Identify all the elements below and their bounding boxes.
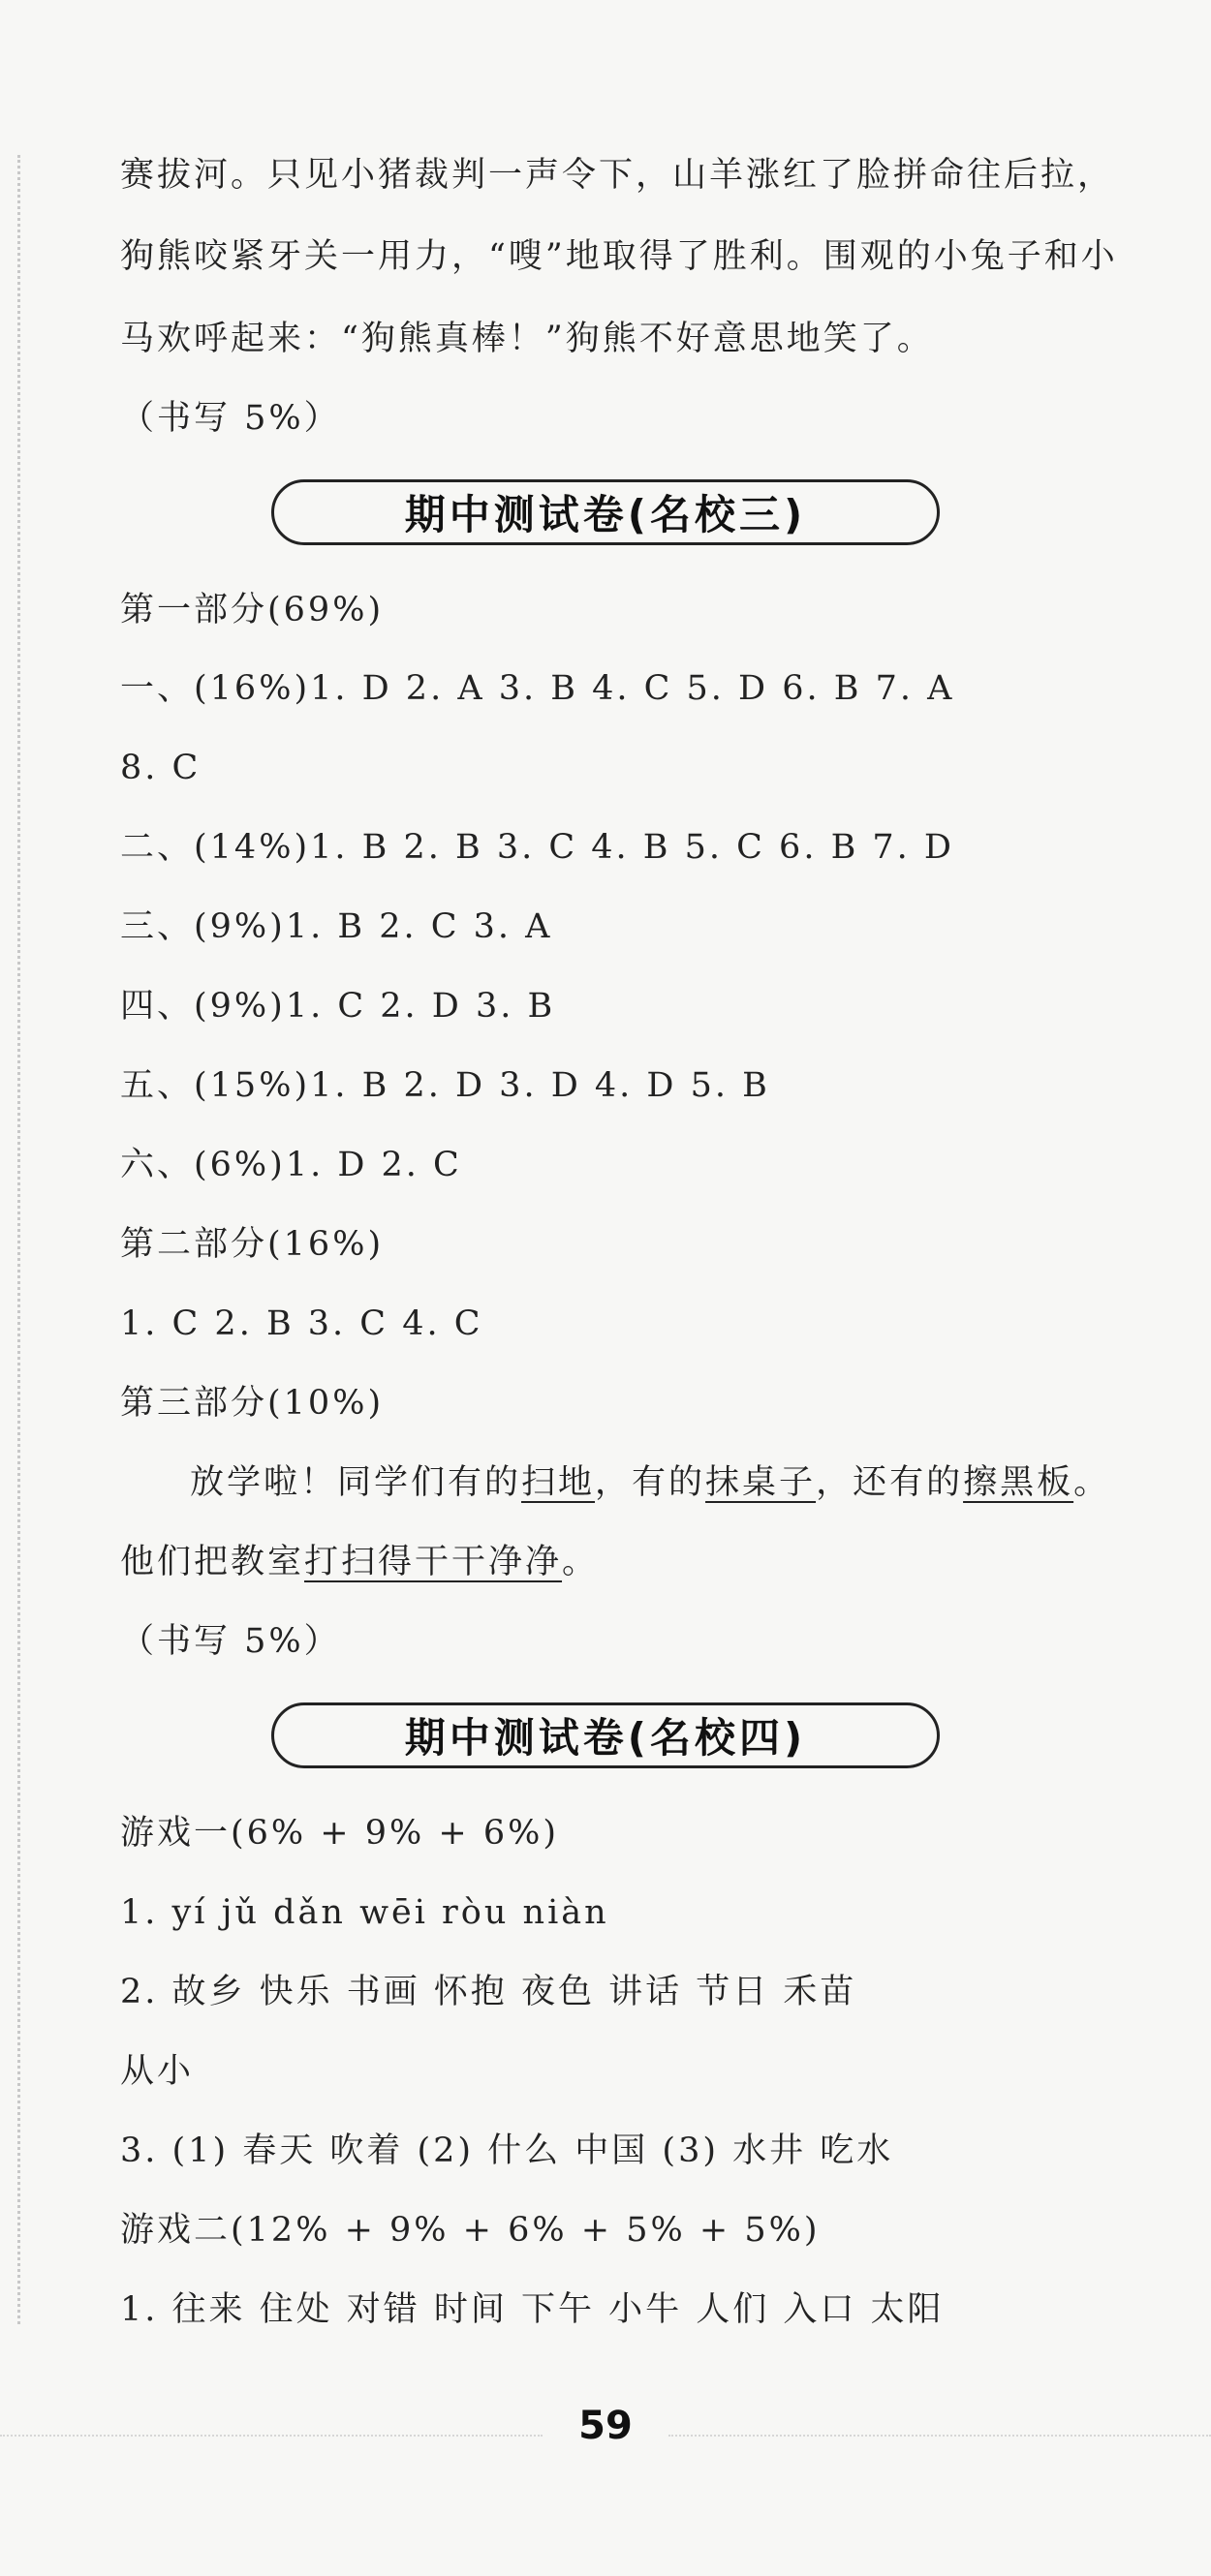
game-one-words: 2. 故乡 快乐 书画 怀抱 夜色 讲话 节日 禾苗 (120, 1973, 857, 2011)
game-one-words-cont: 从小 (120, 2052, 195, 2091)
essay-line-3: 马欢呼起来：“狗熊真棒！”狗熊不好意思地笑了。 (120, 320, 934, 358)
game-one-heading: 游戏一(6% + 9% + 6%) (120, 1814, 560, 1853)
answers-section-3: 三、(9%)1. B 2. C 3. A (120, 907, 553, 946)
underlined-answer: 抹桌子 (705, 1463, 817, 1502)
sentence-text: 放学啦！同学们有的 (190, 1463, 522, 1502)
game-one-pinyin: 1. yí jǔ dǎn wēi ròu niàn (120, 1893, 609, 1932)
section-banner-midterm-3: 期中测试卷(名校三) (271, 479, 940, 545)
sentence-text: 他们把教室 (120, 1543, 305, 1581)
answers-section-6: 六、(6%)1. D 2. C (120, 1146, 462, 1184)
underlined-answer: 擦黑板 (963, 1463, 1074, 1502)
sentence-text: ，还有的 (816, 1463, 964, 1502)
game-two-words: 1. 往来 住处 对错 时间 下午 小牛 人们 入口 太阳 (120, 2290, 945, 2329)
section-banner-midterm-4: 期中测试卷(名校四) (271, 1702, 940, 1768)
part-three-heading: 第三部分(10%) (120, 1384, 385, 1423)
sentence-text: ，有的 (595, 1463, 706, 1502)
part-one-heading: 第一部分(69%) (120, 591, 385, 629)
underlined-answer: 扫地 (521, 1463, 596, 1502)
handwriting-score: （书写 5%） (120, 399, 341, 438)
handwriting-score-2: （书写 5%） (120, 1622, 341, 1661)
game-two-heading: 游戏二(12% + 9% + 6% + 5% + 5%) (120, 2211, 821, 2250)
part-three-sentence-1 (190, 1458, 1110, 1507)
answers-section-1-cont: 8. C (120, 749, 202, 787)
part-two-heading: 第二部分(16%) (120, 1225, 385, 1264)
essay-line-1: 赛拔河。只见小猪裁判一声令下，山羊涨红了脸拼命往后拉， (120, 156, 1115, 195)
part-two-answers: 1. C 2. B 3. C 4. C (120, 1304, 483, 1343)
answers-section-2: 二、(14%)1. B 2. B 3. C 4. B 5. C 6. B 7. D (120, 828, 954, 867)
part-three-sentence-2 (120, 1538, 599, 1586)
sentence-text: 。 (1073, 1463, 1111, 1502)
essay-line-2: 狗熊咬紧牙关一用力，“嗖”地取得了胜利。围观的小兔子和小 (120, 237, 1118, 276)
game-one-q3: 3. (1) 春天 吹着 (2) 什么 中国 (3) 水井 吃水 (120, 2131, 894, 2170)
page-number: 59 (578, 2404, 633, 2448)
answers-section-1: 一、(16%)1. D 2. A 3. B 4. C 5. D 6. B 7. A (120, 669, 955, 708)
binding-margin-dots (17, 155, 20, 2324)
underlined-answer: 打扫得干干净净 (304, 1543, 563, 1581)
answers-section-5: 五、(15%)1. B 2. D 3. D 4. D 5. B (120, 1066, 770, 1105)
answers-section-4: 四、(9%)1. C 2. D 3. B (120, 987, 556, 1026)
sentence-text: 。 (562, 1543, 600, 1581)
